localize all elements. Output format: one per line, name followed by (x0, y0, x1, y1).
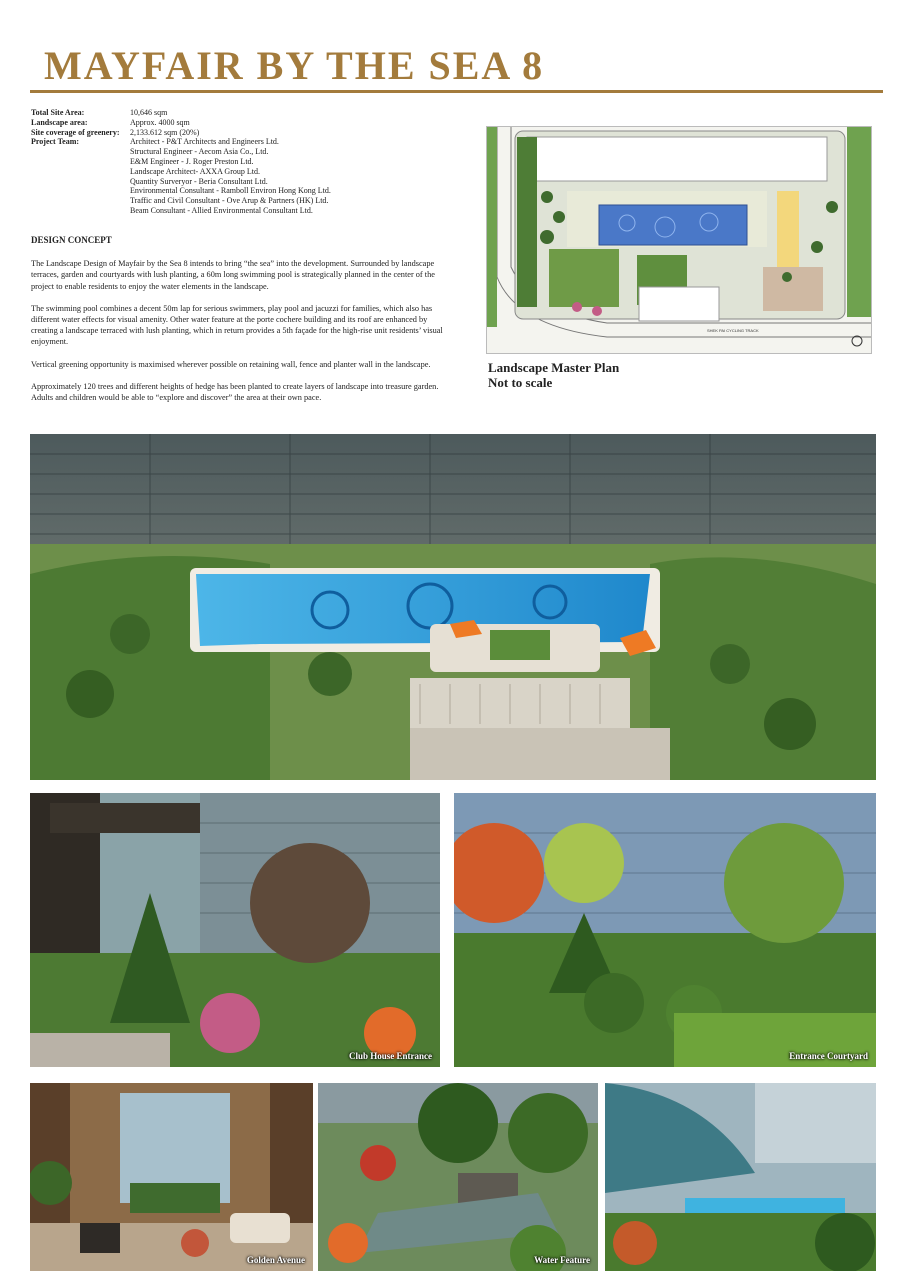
concept-paragraph: The swimming pool combines a decent 50m lap for serious swimmers, play pool and jacuzzi for families, which also has different water effects for visual amenity. Other water feature at the porte cochere building and its roof are enhanced by creating a landscape terraced with lush planting, which in return provides a 5th façade for the high-rise unit residents’ visual enjoyment. (31, 303, 443, 347)
master-plan-drawing (487, 127, 871, 353)
fact-label (31, 147, 130, 157)
fact-value: Structural Engineer - Aecom Asia Co., Ltd. (130, 147, 269, 157)
golden-avenue-drawing (30, 1083, 313, 1271)
fact-value: E&M Engineer - J. Roger Preston Ltd. (130, 156, 254, 166)
aerial-pool-photo (30, 434, 876, 780)
photo-label: Golden Avenue (246, 1255, 305, 1265)
fact-row (31, 108, 331, 118)
fact-label: Total Site Area: (31, 108, 85, 117)
fact-label: Project Team: (31, 137, 80, 147)
fact-label (31, 167, 130, 177)
fact-row (31, 167, 331, 177)
water-feature-photo (318, 1083, 598, 1271)
road-label: SHEK PAI CYCLING TRACK (707, 328, 759, 333)
landscape-master-plan (486, 126, 872, 354)
concept-paragraph: Approximately 120 trees and different heights of hedge has been planted to create layers of landscape into treasure garden. Adults and children would be able to “explore and discover” the area at their own pace. (31, 381, 439, 403)
fact-value: Architect - P&T Architects and Engineers Ltd. (130, 137, 279, 147)
fact-value: 2,133.612 sqm (20%) (130, 127, 200, 137)
plan-caption (488, 360, 619, 390)
concept-paragraph: The Landscape Design of Mayfair by the Sea 8 intends to bring “the sea” into the development. Surrounded by landscape terraces, garden and courtyards with lush planting, a 60m long swimming pool is strategically planned in the center of the project to enable residents to enjoy the water elements in the landscape. (31, 259, 435, 291)
fact-value: Approx. 4000 sqm (130, 117, 190, 127)
fact-row (31, 137, 331, 147)
fact-value: 10,646 sqm (130, 108, 168, 117)
fact-label: Site coverage of greenery: (31, 127, 120, 137)
concept-heading: DESIGN CONCEPT (31, 235, 112, 245)
fact-row (31, 128, 331, 138)
pool-side-drawing (605, 1083, 876, 1271)
fact-row (31, 177, 331, 187)
photo-label: Water Feature (534, 1255, 590, 1265)
entrance-courtyard-drawing (454, 793, 876, 1067)
photo-label: Entrance Courtyard (789, 1051, 868, 1061)
club-house-drawing (30, 793, 440, 1067)
photo-label: Club House Entrance (348, 1051, 432, 1061)
fact-value: Environmental Consultant - Ramboll Environ Hong Kong Ltd. (130, 186, 331, 196)
fact-label (31, 177, 130, 187)
fact-label (31, 206, 130, 216)
club-house-photo (30, 793, 440, 1067)
fact-value: Quantity Surveryor - Beria Consultant Ltd. (130, 176, 268, 186)
fact-row (31, 157, 331, 167)
fact-row (31, 196, 331, 206)
fact-value: Beam Consultant - Allied Environmental Consultant Ltd. (130, 205, 313, 215)
fact-row (31, 186, 331, 196)
plan-caption-title: Landscape Master Plan (488, 360, 620, 375)
fact-value: Traffic and Civil Consultant - Ove Arup & Partners (HK) Ltd. (130, 196, 329, 206)
fact-value: Landscape Architect- AXXA Group Ltd. (130, 166, 260, 176)
aerial-photo-drawing (30, 434, 876, 780)
fact-label (31, 196, 130, 206)
fact-row (31, 118, 331, 128)
design-concept (31, 235, 456, 414)
pool-side-photo (605, 1083, 876, 1271)
water-feature-drawing (318, 1083, 598, 1271)
project-facts (31, 108, 331, 216)
entrance-courtyard-photo (454, 793, 876, 1067)
fact-row (31, 206, 331, 216)
fact-label (31, 157, 130, 167)
title-rule (30, 90, 883, 93)
golden-avenue-photo (30, 1083, 313, 1271)
page-title: MAYFAIR BY THE SEA 8 (44, 43, 545, 88)
fact-label (31, 186, 130, 196)
fact-row (31, 147, 331, 157)
plan-caption-scale: Not to scale (488, 375, 553, 390)
fact-label: Landscape area: (31, 117, 88, 127)
concept-paragraph: Vertical greening opportunity is maximised wherever possible on retaining wall, fence and planter wall in the landscape. (31, 359, 431, 369)
